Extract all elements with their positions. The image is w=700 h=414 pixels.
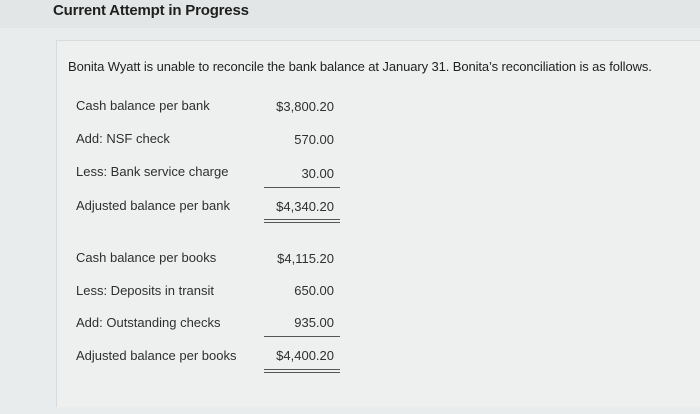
- books-total-label: Adjusted balance per books: [76, 348, 237, 363]
- bank-row-amount: $3,800.20: [276, 99, 334, 114]
- bank-total-label: Adjusted balance per bank: [76, 198, 230, 213]
- subtotal-rule: [264, 336, 340, 337]
- books-row-amount: 935.00: [294, 315, 334, 330]
- books-row-label: Add: Outstanding checks: [76, 315, 221, 330]
- bank-row-amount: 570.00: [294, 132, 334, 147]
- books-row-label: Cash balance per books: [76, 250, 217, 265]
- total-double-rule: [264, 369, 340, 370]
- bank-row-label: Less: Bank service charge: [76, 164, 229, 179]
- attempt-status-title: Current Attempt in Progress: [53, 2, 249, 19]
- books-row-label: Less: Deposits in transit: [76, 283, 215, 298]
- total-double-rule: [264, 222, 340, 223]
- total-double-rule: [264, 372, 340, 373]
- bank-row-label: Add: NSF check: [76, 131, 170, 146]
- total-double-rule: [264, 219, 340, 220]
- subtotal-rule: [264, 187, 340, 188]
- books-row-amount: 650.00: [294, 283, 334, 298]
- problem-intro: Bonita Wyatt is unable to reconcile the bank balance at January 31. Bonita’s reconciliation is as follows.: [68, 59, 652, 74]
- page-header: [0, 0, 700, 28]
- bank-row-amount: 30.00: [301, 166, 334, 181]
- bank-row-label: Cash balance per bank: [76, 98, 210, 113]
- bank-total-amount: $4,340.20: [276, 199, 334, 214]
- books-row-amount: $4,115.20: [277, 251, 334, 266]
- books-total-amount: $4,400.20: [276, 348, 334, 363]
